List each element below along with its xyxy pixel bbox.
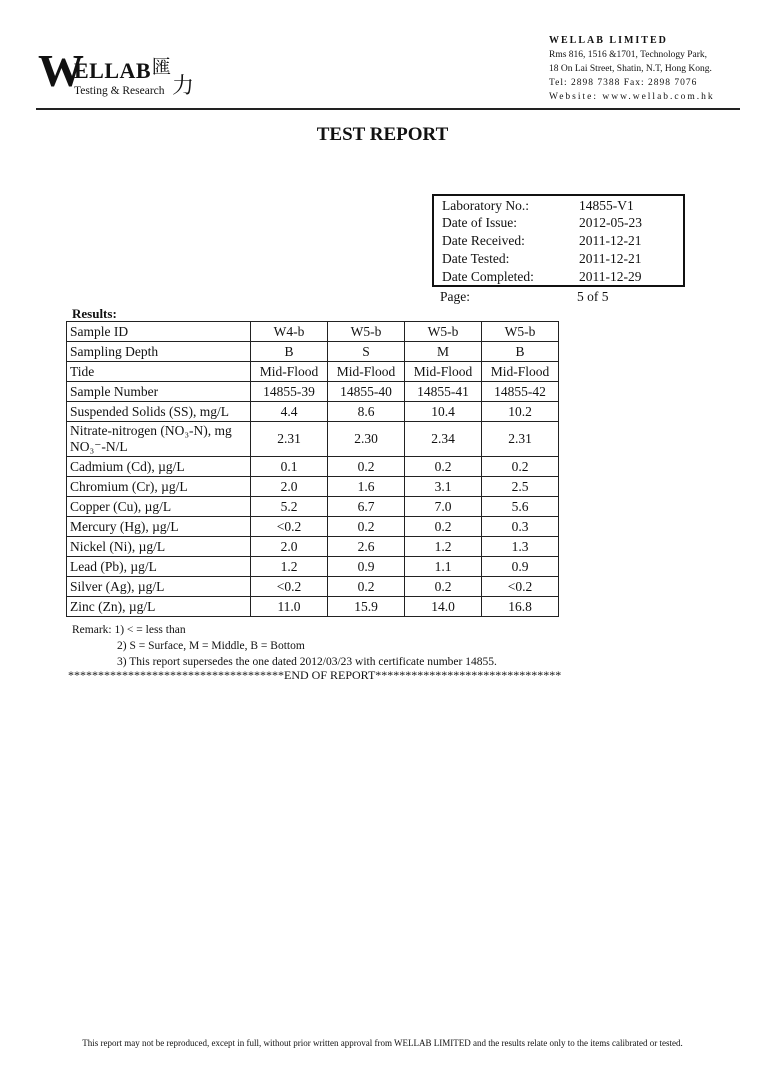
table-cell: W5-b <box>328 322 405 342</box>
table-cell-label: Cadmium (Cd), µg/L <box>67 457 251 477</box>
table-cell-label: Suspended Solids (SS), mg/L <box>67 402 251 422</box>
table-cell: 11.0 <box>251 597 328 617</box>
table-row <box>67 577 559 597</box>
table-cell: <0.2 <box>251 577 328 597</box>
table-row <box>67 402 559 422</box>
remark-1: Remark: 1) < = less than <box>72 624 186 636</box>
table-cell: <0.2 <box>251 517 328 537</box>
info-value: 14855-V1 <box>579 198 634 213</box>
info-row-received-date <box>434 232 683 250</box>
table-cell: W4-b <box>251 322 328 342</box>
report-info-box <box>432 194 685 287</box>
page-number: 5 of 5 <box>577 289 609 304</box>
table-cell: 10.4 <box>405 402 482 422</box>
table-cell-label: Copper (Cu), µg/L <box>67 497 251 517</box>
table-cell: 14855-39 <box>251 382 328 402</box>
table-row <box>67 322 559 342</box>
info-label: Laboratory No.: <box>442 198 529 213</box>
results-table <box>66 321 559 617</box>
table-cell: 1.6 <box>328 477 405 497</box>
table-cell: Mid-Flood <box>328 362 405 382</box>
company-address-line1: Rms 816, 1516 &1701, Technology Park, <box>549 50 708 60</box>
company-address-block <box>549 34 715 104</box>
table-cell: W5-b <box>405 322 482 342</box>
table-cell: 8.6 <box>328 402 405 422</box>
table-cell: 1.1 <box>405 557 482 577</box>
table-cell: 10.2 <box>482 402 559 422</box>
company-website: Website: www.wellab.com.hk <box>549 92 715 102</box>
info-row-completed-date <box>434 268 683 286</box>
table-row <box>67 477 559 497</box>
table-cell: Mid-Flood <box>405 362 482 382</box>
table-cell: 2.31 <box>482 422 559 457</box>
remark-2: 2) S = Surface, M = Middle, B = Bottom <box>117 640 305 652</box>
table-row <box>67 517 559 537</box>
table-cell: 2.0 <box>251 537 328 557</box>
table-row <box>67 422 559 457</box>
info-value: 2012-05-23 <box>579 215 642 230</box>
table-cell-label: Zinc (Zn), µg/L <box>67 597 251 617</box>
end-of-report-line: ************************************END OF REPORT******************************* <box>68 668 562 682</box>
table-cell: 2.5 <box>482 477 559 497</box>
table-cell: 1.2 <box>405 537 482 557</box>
logo-cjk-top: 匯 <box>152 56 172 78</box>
table-cell: 0.3 <box>482 517 559 537</box>
company-phone: Tel: 2898 7388 Fax: 2898 7076 <box>549 78 698 88</box>
table-cell-label: Nitrate-nitrogen (NO₃-N), mg NO₃⁻-N/L <box>67 422 251 457</box>
info-label: Date Completed: <box>442 269 534 284</box>
table-cell: 5.6 <box>482 497 559 517</box>
table-cell: 0.2 <box>405 457 482 477</box>
table-cell: B <box>482 342 559 362</box>
table-cell: 0.9 <box>328 557 405 577</box>
page-label: Page: <box>440 289 470 304</box>
table-cell: 0.1 <box>251 457 328 477</box>
table-cell-label: Sample Number <box>67 382 251 402</box>
company-name: WELLAB LIMITED <box>549 35 668 46</box>
info-row-issue-date <box>434 214 683 232</box>
table-cell: 14855-41 <box>405 382 482 402</box>
logo-initial: W <box>38 45 82 96</box>
info-value: 2011-12-21 <box>579 233 642 248</box>
table-cell-label: Chromium (Cr), µg/L <box>67 477 251 497</box>
table-cell: 14855-40 <box>328 382 405 402</box>
page-number-row <box>440 289 690 307</box>
table-row <box>67 382 559 402</box>
table-cell: 4.4 <box>251 402 328 422</box>
remark-3: 3) This report supersedes the one dated 2012/03/23 with certificate number 14855. <box>117 656 497 668</box>
table-cell: 0.2 <box>328 457 405 477</box>
table-cell-label: Lead (Pb), µg/L <box>67 557 251 577</box>
table-cell: 0.2 <box>482 457 559 477</box>
table-cell: 0.2 <box>328 577 405 597</box>
table-cell: M <box>405 342 482 362</box>
table-cell: 1.3 <box>482 537 559 557</box>
logo-subtitle: Testing & Research <box>74 85 165 97</box>
table-row <box>67 457 559 477</box>
header-divider <box>36 108 740 110</box>
logo-name: ELLAB <box>74 58 152 83</box>
company-logo <box>38 45 238 102</box>
table-cell: 2.6 <box>328 537 405 557</box>
table-cell: 2.30 <box>328 422 405 457</box>
table-cell: 5.2 <box>251 497 328 517</box>
results-heading: Results: <box>72 306 117 321</box>
table-cell: 14855-42 <box>482 382 559 402</box>
info-row-tested-date <box>434 250 683 268</box>
info-label: Date Tested: <box>442 251 510 266</box>
table-cell-label: Sampling Depth <box>67 342 251 362</box>
table-row <box>67 557 559 577</box>
table-cell-label: Silver (Ag), µg/L <box>67 577 251 597</box>
table-row <box>67 342 559 362</box>
company-address-line2: 18 On Lai Street, Shatin, N.T, Hong Kong. <box>549 64 712 74</box>
table-cell: 0.2 <box>328 517 405 537</box>
table-row <box>67 537 559 557</box>
table-cell: 2.34 <box>405 422 482 457</box>
table-cell: W5-b <box>482 322 559 342</box>
table-row <box>67 362 559 382</box>
table-cell: 0.2 <box>405 577 482 597</box>
logo-cjk-bottom: 力 <box>172 74 195 99</box>
table-cell: S <box>328 342 405 362</box>
report-title: TEST REPORT <box>316 124 449 145</box>
table-cell: Mid-Flood <box>251 362 328 382</box>
table-cell: 14.0 <box>405 597 482 617</box>
table-cell: 1.2 <box>251 557 328 577</box>
table-cell: 7.0 <box>405 497 482 517</box>
table-row <box>67 497 559 517</box>
info-label: Date of Issue: <box>442 215 517 230</box>
table-cell: 15.9 <box>328 597 405 617</box>
table-cell-label: Tide <box>67 362 251 382</box>
table-cell-label: Mercury (Hg), µg/L <box>67 517 251 537</box>
table-cell: 3.1 <box>405 477 482 497</box>
table-cell: Mid-Flood <box>482 362 559 382</box>
table-cell: 0.9 <box>482 557 559 577</box>
table-row <box>67 597 559 617</box>
table-cell-label: Sample ID <box>67 322 251 342</box>
table-cell: B <box>251 342 328 362</box>
info-value: 2011-12-21 <box>579 251 642 266</box>
table-cell: 6.7 <box>328 497 405 517</box>
table-cell: 2.0 <box>251 477 328 497</box>
footer-disclaimer: This report may not be reproduced, except in full, without prior written approval from WELLAB LIMITED and the results relate only to the items calibrated or tested. <box>82 1038 683 1048</box>
info-value: 2011-12-29 <box>579 269 642 284</box>
table-cell: 16.8 <box>482 597 559 617</box>
info-label: Date Received: <box>442 233 525 248</box>
info-row-lab-no <box>434 197 683 215</box>
results-table-body <box>67 322 559 617</box>
table-cell: <0.2 <box>482 577 559 597</box>
table-cell-label: Nickel (Ni), µg/L <box>67 537 251 557</box>
remarks-block <box>72 622 497 670</box>
table-cell: 0.2 <box>405 517 482 537</box>
table-cell: 2.31 <box>251 422 328 457</box>
